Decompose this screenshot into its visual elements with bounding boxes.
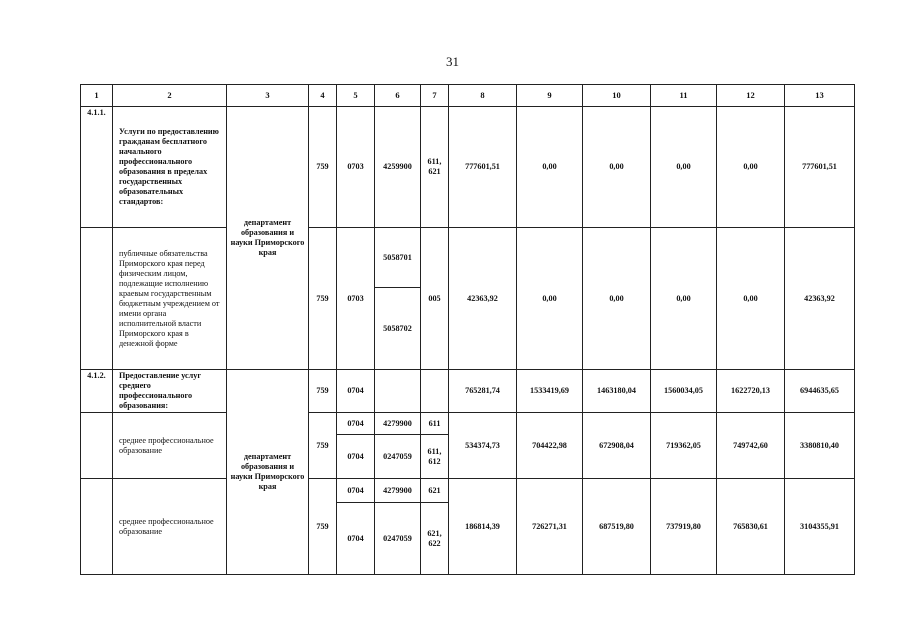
cell-c11: 737919,80 [651,479,717,575]
cell-c10: 0,00 [583,228,651,370]
budget-table [80,84,855,575]
cell-c10: 687519,80 [583,479,651,575]
row-number: 4.1.2. [81,370,113,413]
cell-c8: 765281,74 [449,370,517,413]
cell-c6: 4279900 [375,479,421,503]
table-row [81,479,855,503]
cell-c4: 759 [309,370,337,413]
cell-c5: 0704 [337,435,375,479]
cell-c13: 777601,51 [785,107,855,228]
cell-c5: 0704 [337,479,375,503]
row-number-empty [81,228,113,370]
header-cell: 11 [651,85,717,107]
cell-c4: 759 [309,107,337,228]
cell-c9: 1533419,69 [517,370,583,413]
cell-c6: 5058702 [375,288,421,370]
cell-c8: 777601,51 [449,107,517,228]
cell-c7: 611 [421,413,449,435]
cell-c11: 0,00 [651,107,717,228]
cell-c8: 42363,92 [449,228,517,370]
header-row [81,85,855,107]
department-cell: департамент образования и науки Приморского края [227,107,309,370]
cell-c12: 1622720,13 [717,370,785,413]
cell-c6-empty [375,370,421,413]
cell-c11: 719362,05 [651,413,717,479]
header-cell: 7 [421,85,449,107]
cell-c13: 6944635,65 [785,370,855,413]
cell-c12: 749742,60 [717,413,785,479]
row-number-empty [81,479,113,575]
cell-c13: 3380810,40 [785,413,855,479]
cell-c12: 0,00 [717,107,785,228]
cell-c9: 726271,31 [517,479,583,575]
row-description: среднее профессиональное образование [113,479,227,575]
table-row [81,107,855,228]
cell-c7: 621 [421,479,449,503]
header-cell: 1 [81,85,113,107]
table-row [81,413,855,435]
header-cell: 8 [449,85,517,107]
table-row [81,228,855,288]
page-number: 31 [446,54,459,69]
cell-c7: 611, 621 [421,107,449,228]
header-cell: 12 [717,85,785,107]
header-cell: 5 [337,85,375,107]
row-description: Услуги по предоставлению гражданам бесплатного начального профессионального образования в пределах государственных образовательных стандартов: [113,107,227,228]
row-description: публичные обязательства Приморского края перед физическим лицом, подлежащие исполнению краевым государственным бюджетным учреждением от имени органа исполнительной власти Приморского края в денежной форме [113,228,227,370]
row-description: Предоставление услуг среднего профессионального образования: [113,370,227,413]
cell-c7: 611, 612 [421,435,449,479]
row-number: 4.1.1. [81,107,113,228]
cell-c4: 759 [309,228,337,370]
cell-c9: 0,00 [517,107,583,228]
cell-c6: 5058701 [375,228,421,288]
cell-c4: 759 [309,413,337,479]
cell-c6: 0247059 [375,435,421,479]
cell-c7: 621, 622 [421,503,449,575]
table-row [81,370,855,413]
cell-c5: 0704 [337,370,375,413]
cell-c7: 005 [421,228,449,370]
cell-c5: 0703 [337,228,375,370]
cell-c9: 0,00 [517,228,583,370]
header-cell: 9 [517,85,583,107]
cell-c5: 0703 [337,107,375,228]
header-cell: 2 [113,85,227,107]
cell-c8: 534374,73 [449,413,517,479]
cell-c6: 4279900 [375,413,421,435]
cell-c4: 759 [309,479,337,575]
row-description: среднее профессиональное образование [113,413,227,479]
cell-c10: 1463180,04 [583,370,651,413]
cell-c11: 0,00 [651,228,717,370]
header-cell: 13 [785,85,855,107]
cell-c12: 765830,61 [717,479,785,575]
cell-c13: 3104355,91 [785,479,855,575]
header-cell: 10 [583,85,651,107]
header-cell: 6 [375,85,421,107]
cell-c6: 0247059 [375,503,421,575]
cell-c5: 0704 [337,503,375,575]
header-cell: 3 [227,85,309,107]
cell-c12: 0,00 [717,228,785,370]
cell-c10: 672908,04 [583,413,651,479]
cell-c8: 186814,39 [449,479,517,575]
cell-c11: 1560034,05 [651,370,717,413]
cell-c5: 0704 [337,413,375,435]
cell-c6: 4259900 [375,107,421,228]
department-cell: департамент образования и науки Приморского края [227,370,309,575]
row-number-empty [81,413,113,479]
header-cell: 4 [309,85,337,107]
cell-c9: 704422,98 [517,413,583,479]
cell-c10: 0,00 [583,107,651,228]
cell-c13: 42363,92 [785,228,855,370]
cell-c7-empty [421,370,449,413]
